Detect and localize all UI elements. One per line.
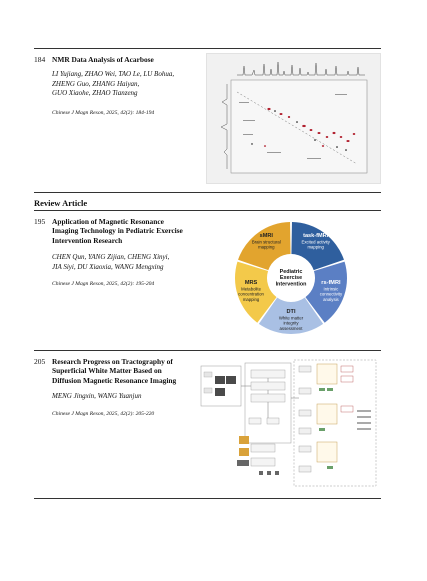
wheel-desc-smri: Brain structural	[251, 239, 281, 245]
article-2-number: 195	[34, 217, 46, 226]
article-1-authors: LI Yujiang, ZHAO Wei, TAO Le, LU Bohua, ZHENG Guo, ZHANG Haiyan, GUO Xiaohe, ZHAO Tianzeng	[52, 70, 175, 98]
wheel-desc-mrs: mapping	[242, 296, 260, 302]
divider-rule	[34, 350, 381, 351]
wheel-desc-rs-fmri: connectivity	[319, 291, 343, 297]
mri-modality-wheel	[232, 215, 350, 341]
wheel-center-label: Pediatric	[279, 269, 303, 275]
article-2-title[interactable]: Application of Magnetic Resonance Imaging Technology in Pediatric Exercise Intervention Research	[52, 217, 183, 245]
wheel-desc-rs-fmri: analysis	[323, 296, 339, 302]
article-2-authors: CHEN Qun, YANG Zijian, CHENG Xinyi, JIA Siyi, DU Xiaoxia, WANG Mengxing	[52, 253, 170, 271]
wheel-center-label: Intervention	[275, 281, 307, 288]
section-heading: Review Article	[34, 198, 88, 208]
article-3-number: 205	[34, 357, 46, 366]
nmr-spectrum-figure	[206, 53, 381, 184]
wheel-desc-mrs: Metabolite	[241, 286, 261, 292]
article-3-citation: Chinese J Magn Reson, 2025, 42(2): 205-220	[52, 411, 155, 417]
article-3-title[interactable]: Research Progress on Tractography of Superficial White Matter Based on Diffusion Magnetic Resonance Imaging	[52, 357, 177, 385]
article-3-authors: MENG Jingxin, WANG Yuanjun	[52, 392, 142, 400]
wheel-desc-mrs: concentration	[238, 291, 264, 297]
wheel-desc-dti: White matter	[278, 315, 304, 321]
wheel-desc-dti: assessment	[279, 325, 303, 331]
top-rule	[34, 48, 381, 49]
wheel-label-mrs: MRS	[244, 279, 258, 286]
wheel-label-rs-fmri: rs-fMRI	[321, 279, 341, 286]
bottom-rule	[34, 498, 381, 499]
wheel-desc-task-fmri: mapping	[307, 244, 324, 250]
wheel-label-dti: DTI	[286, 309, 296, 315]
wheel-center-label: Exercise	[279, 275, 303, 282]
article-2-citation: Chinese J Magn Reson, 2025, 42(2): 195-204	[52, 281, 155, 287]
tractography-pipeline-figure	[199, 358, 381, 488]
wheel-desc-dti: integrity	[283, 320, 299, 326]
wheel-label-task-fmri: task-fMRI	[303, 233, 329, 240]
article-1-citation: Chinese J Magn Reson, 2025, 42(2): 184-194	[52, 110, 155, 116]
section-rule-top	[34, 192, 381, 193]
article-1-number: 184	[34, 55, 46, 64]
section-rule-bottom	[34, 210, 381, 211]
wheel-desc-task-fmri: Excited activity	[301, 239, 330, 245]
article-1-title[interactable]: NMR Data Analysis of Acarbose	[52, 55, 154, 64]
wheel-desc-smri: mapping	[258, 244, 275, 250]
wheel-desc-rs-fmri: Intrinsic	[323, 286, 339, 292]
wheel-label-smri: sMRI	[259, 233, 274, 240]
